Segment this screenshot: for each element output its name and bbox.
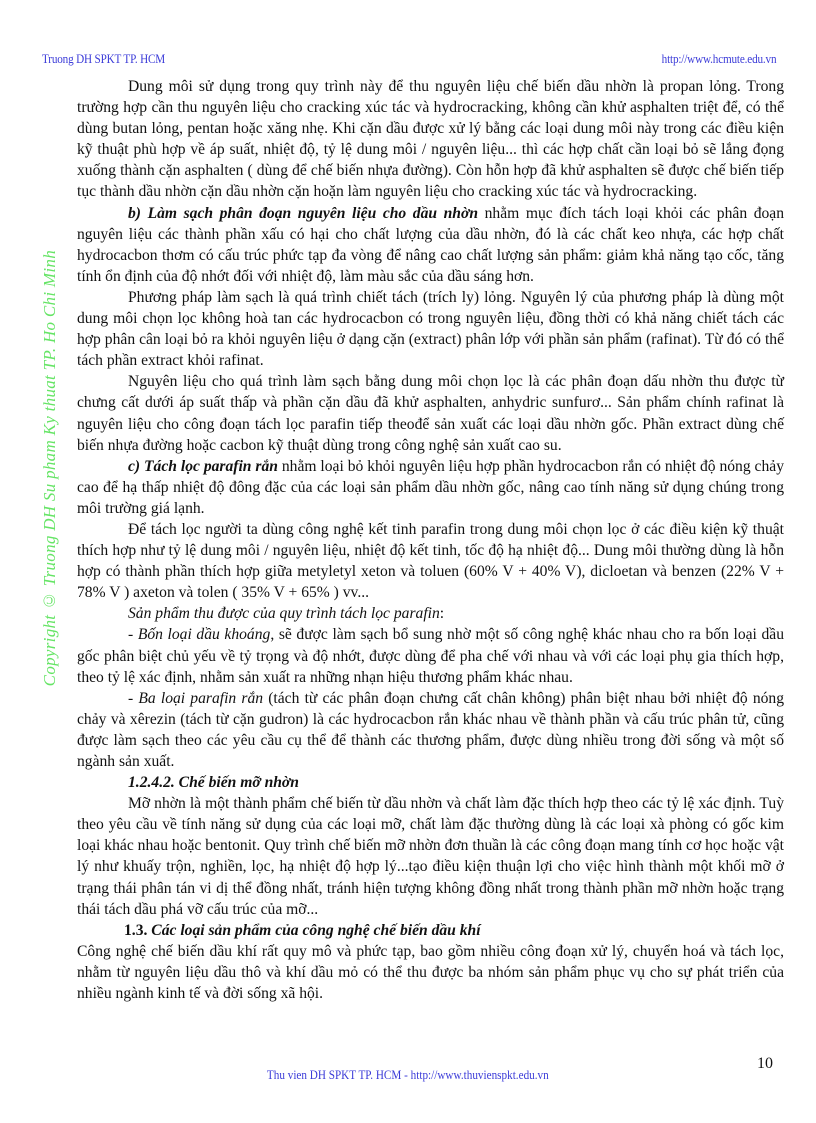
footer <box>0 1067 816 1083</box>
page-number: 10 <box>757 1055 773 1072</box>
text-run: Phương pháp làm sạch là quá trình chiết tách (trích ly) lỏng. Nguyên lý của phương pháp là dùng một dung môi chọn lọc không hoà tan các hydrocacbon có trong nguyên liệu, đồng thời có khả năng chiết tách các hợp phân cân loại bỏ ra khỏi nguyên liệu ở dạng cặn (extract) phân lớp với phần sản phẩm (rafinat). Từ đó có thể tách phần extract khỏi rafinat. <box>77 288 784 370</box>
paragraph <box>77 519 784 603</box>
emphasized-text: c) Tách lọc parafin rắn <box>128 457 278 475</box>
text-run: Công nghệ chế biến dầu khí rất quy mô và phức tạp, bao gồm nhiều công đoạn xử lý, chuyển hoá và tách lọc, nhằm từ nguyên liệu dầu thô và khí dầu mỏ có thể thu được ba nhóm sản phẩm phục vụ cho sự phát triển của nhiều ngành kinh tế và đời sống xã hội. <box>77 942 784 1003</box>
text-run: Nguyên liệu cho quá trình làm sạch bằng dung môi chọn lọc là các phân đoạn dấu nhờn thu được từ chưng cất dưới áp suất thấp và phần cặn dầu đã khử asphalten, anhydric sunfurơ... Sản phẩm chính rafinat là nguyên liệu cho công đoạn tách lọc parafin tiếp theođể sản xuất các loại dầu nhờn gốc. Phần extract dùng chế biến nhựa đường hoặc cacbon kỹ thuật dùng trong công nghệ sản xuất cao su. <box>77 373 784 454</box>
text-run: - <box>128 626 138 644</box>
paragraph <box>77 603 784 624</box>
emphasized-text: 1.3. <box>124 921 152 939</box>
paragraph <box>77 688 784 772</box>
section-heading <box>77 920 784 941</box>
text-run: Dung môi sử dụng trong quy trình này để thu nguyên liệu chế biến dầu nhờn là propan lỏng. Trong trường hợp cần thu nguyên liệu cho cracking xúc tác và hydrocracking, không cần khử asphalten triệt để, có thể dùng butan lỏng, pentan hoặc xăng nhẹ. Khi cặn dầu được xử lý bằng các loại dung môi này trong các điều kiện kỹ thuật phù hợp về áp suất, nhiệt độ, tỷ lệ dung môi / nguyên liệu... thì các hợp chất cần loại bỏ sẽ lắng đọng xuống thành cặn asphalten ( dùng để chế biến nhựa đường). Còn hỗn hợp đã khử asphalten sẽ được chế biến tiếp tục thành dầu nhờn cặn dầu nhờn cặn hoặn làm nguyên liệu cho cracking xúc tác và hydrocracking. <box>77 78 784 201</box>
footer-text: Thu vien DH SPKT TP. HCM - http://www.thuvienspkt.edu.vn <box>267 1067 549 1082</box>
paragraph <box>77 203 784 287</box>
document-body <box>77 76 784 1004</box>
text-run: Để tách lọc người ta dùng công nghệ kết tinh parafin trong dung môi chọn lọc ở các điều kiện kỹ thuật thích hợp như tỷ lệ dung môi / nguyên liệu, nhiệt độ kết tinh, tốc độ hạ nhiệt độ... Dung môi thường dùng là hỗn hợp có thành phần thích hợp giữa metyletyl xeton và toluen (60% V + 40% V), dicloetan và benzen (22% V + 78% V ) axeton và tolen ( 35% V + 65% ) vv... <box>77 520 784 602</box>
section-heading <box>77 772 784 793</box>
paragraph <box>77 76 784 203</box>
emphasized-text: Các loại sản phẩm của công nghệ chế biến dầu khí <box>151 921 481 939</box>
text-run: , sẽ được làm sạch bổ sung nhờ một số công nghệ khác nhau cho ra bốn loại dầu gốc phân biệt chủ yếu về tỷ trọng và độ nhớt, được dùng để pha chế với nhau và với các loại phụ gia thích hợp, theo tỷ lệ xác định, nhằm sản xuất ra những nhạn hiệu thương phẩm khác nhau. <box>77 626 785 686</box>
paragraph <box>77 371 784 455</box>
paragraph <box>77 456 784 519</box>
text-run: Mỡ nhờn là một thành phẩm chế biến từ dầu nhờn và chất làm đặc thích hợp theo các tỷ lệ xác định. Tuỳ theo yêu cầu về tính năng sử dụng của các loại mỡ, chất làm đặc thường dùng là các loại xà phòng có gốc kim loại khác nhau hoặc bentonit. Quy trình chế biến mỡ nhờn đơn thuần là các công đoạn mang tính cơ học hoặc vật lý như khuấy trộn, nghiền, lọc, hạ nhiệt độ hợp lý...tạo điều kiện thuận lợi cho việc hình thành một khối mỡ ở trạng thái phân tán vi dị thể đồng nhất, tránh hiện tượng không đồng nhất trong thành phần mỡ nhờn hoặc trạng thái tách dầu phá vỡ cấu trúc của mỡ... <box>77 795 784 918</box>
text-run: : <box>439 605 445 623</box>
paragraph <box>77 287 784 371</box>
paragraph <box>77 793 784 920</box>
emphasized-text: Sản phẩm thu được của quy trình tách lọc parafin <box>128 605 440 623</box>
header-left: Truong DH SPKT TP. HCM <box>42 51 166 66</box>
emphasized-text: Bốn loại dầu khoáng <box>137 626 271 644</box>
emphasized-text: 1.2.4.2. Chế biến mỡ nhờn <box>128 774 299 792</box>
copyright-watermark: Copyright © Truong DH Su pham Ky thuat TP. Ho Chi Minh <box>40 250 59 687</box>
header-url: http://www.hcmute.edu.vn <box>661 51 776 66</box>
text-run: nhằm mục đích tách loại khỏi các phân đoạn nguyên liệu các thành phần xấu có hại cho chất lượng của dầu nhờn, đó là các chất keo nhựa, các hợp chất hydrocacbon thơm có cấu trúc phức tạp đa vòng để nâng cao chất lượng sản phẩm: giảm khả năng tạo cốc, tăng tính ổn định của độ nhớt đối với nhiệt độ, làm màu sắc của dầu sáng hơn. <box>77 204 784 285</box>
paragraph <box>77 624 784 687</box>
text-run: (tách từ các phân đoạn chưng cất chân không) phân biệt nhau bởi nhiệt độ nóng chảy và xêrezin (tách từ cặn gudron) là các hydrocacbon rắn khác nhau về thành phần và cấu trúc phân tử, cũng được làm sạch theo các yêu cầu cụ thể để thành các thương phẩm, được dùng nhiều trong đời sống và một số ngành sản xuất. <box>77 689 785 770</box>
emphasized-text: b) Làm sạch phân đoạn nguyên liệu cho dầu nhờn <box>128 204 479 222</box>
text-run: - <box>128 689 139 707</box>
emphasized-text: Ba loại parafin rắn <box>138 689 264 707</box>
text-run: nhằm loại bỏ khỏi nguyên liệu hợp phần hydrocacbon rắn có nhiệt độ nóng chảy cao để hạ thấp nhiệt độ đông đặc của các loại sản phẩm dầu nhờn gốc, nâng cao tính năng sử dụng chúng trong môi trường giá lạnh. <box>77 457 784 517</box>
paragraph <box>77 941 784 1004</box>
